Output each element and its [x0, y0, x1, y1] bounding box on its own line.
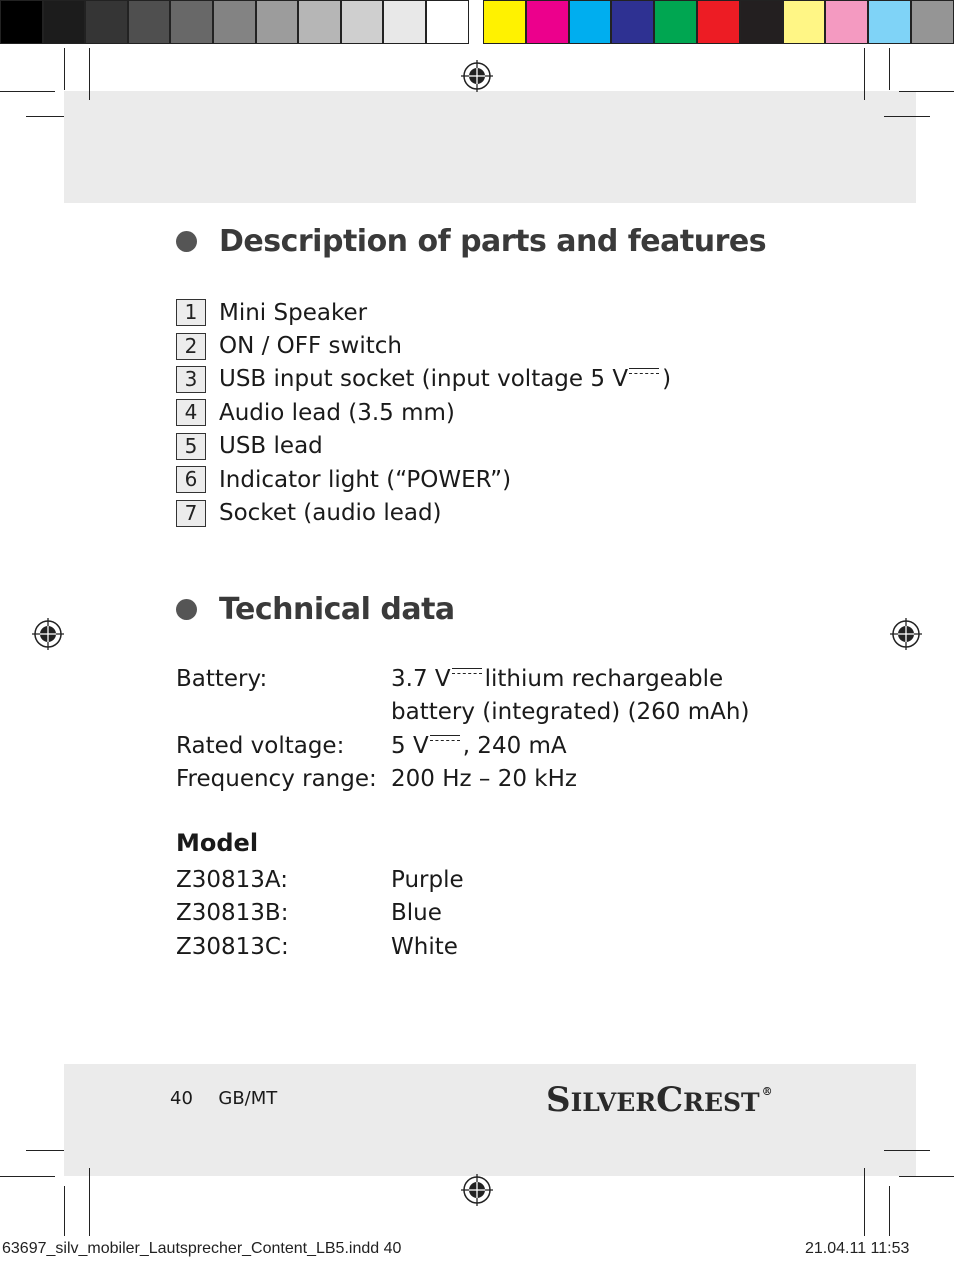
- color-swatch: [483, 0, 526, 44]
- battery-label: Battery:: [176, 665, 268, 692]
- color-swatch: [426, 0, 469, 44]
- table-row: [176, 696, 749, 730]
- model-code: Z30813B:: [176, 900, 289, 927]
- part-number: 2: [176, 333, 206, 360]
- color-swatch: [911, 0, 954, 44]
- model-list: [176, 863, 464, 964]
- table-row: [176, 729, 749, 763]
- logo-letters: ILVER: [570, 1088, 657, 1117]
- battery-type: lithium rechargeable: [484, 665, 724, 692]
- region-code: GB/MT: [218, 1088, 278, 1109]
- registration-mark-icon: [890, 618, 922, 650]
- list-item: [176, 396, 671, 429]
- parts-list: [176, 296, 671, 530]
- color-swatch: [298, 0, 341, 44]
- registration-mark-icon: [461, 1174, 493, 1206]
- silvercrest-logo: [546, 1080, 773, 1120]
- color-swatch: [43, 0, 86, 44]
- part-label: USB lead: [219, 433, 323, 460]
- parts-section-title: [176, 224, 766, 259]
- parts-title-text: Description of parts and features: [219, 224, 767, 259]
- table-row: [176, 662, 749, 696]
- model-heading: Model: [176, 829, 259, 857]
- tech-section-title: [176, 592, 455, 627]
- color-swatch: [85, 0, 128, 44]
- color-swatch: [611, 0, 654, 44]
- color-swatch: [740, 0, 783, 44]
- color-swatch: [256, 0, 299, 44]
- color-swatch: [569, 0, 612, 44]
- list-item: [176, 296, 671, 329]
- part-label-suffix: ): [662, 366, 672, 393]
- list-item: [176, 329, 671, 362]
- table-row: [176, 763, 749, 797]
- model-code: Z30813C:: [176, 933, 289, 960]
- color-swatch: [128, 0, 171, 44]
- logo-letter: S: [546, 1080, 571, 1120]
- part-number: 4: [176, 399, 206, 426]
- model-color: Purple: [391, 866, 464, 893]
- part-label: ON / OFF switch: [219, 333, 402, 360]
- color-swatch: [783, 0, 826, 44]
- part-label: Socket (audio lead): [219, 500, 442, 527]
- tech-title-text: Technical data: [219, 592, 455, 627]
- rated-voltage-label: Rated voltage:: [176, 732, 345, 759]
- part-label: [219, 366, 671, 392]
- bullet-icon: [176, 231, 197, 252]
- part-label: Mini Speaker: [219, 299, 368, 326]
- color-swatch: [383, 0, 426, 44]
- color-swatch: [654, 0, 697, 44]
- rated-voltage: 5 V: [391, 732, 429, 759]
- color-swatch: [526, 0, 569, 44]
- battery-value: [391, 666, 723, 692]
- model-color: White: [391, 933, 458, 960]
- header-band: [64, 91, 916, 203]
- color-swatch: [825, 0, 868, 44]
- dc-symbol-icon: [629, 368, 659, 378]
- model-code: Z30813A:: [176, 866, 289, 893]
- rated-voltage-value: [391, 733, 567, 759]
- logo-letters: REST: [683, 1088, 760, 1117]
- battery-voltage: 3.7 V: [391, 665, 451, 692]
- list-item: [176, 496, 671, 529]
- cmyk-color-bar: [483, 0, 954, 46]
- color-swatch: [868, 0, 911, 44]
- tech-data-table: [176, 662, 749, 796]
- part-number: 7: [176, 500, 206, 527]
- part-number: 3: [176, 366, 206, 393]
- bullet-icon: [176, 599, 197, 620]
- registration-mark-icon: [461, 60, 493, 92]
- part-number: 5: [176, 433, 206, 460]
- frequency-range-value: 200 Hz – 20 kHz: [391, 766, 577, 793]
- color-swatch: [697, 0, 740, 44]
- color-swatch: [170, 0, 213, 44]
- registered-mark: ®: [761, 1085, 773, 1098]
- color-swatch: [0, 0, 43, 44]
- part-label: Indicator light (“POWER”): [219, 466, 512, 493]
- part-number: 6: [176, 466, 206, 493]
- part-number: 1: [176, 299, 206, 326]
- list-item: [176, 463, 671, 496]
- color-swatch: [213, 0, 256, 44]
- color-swatch: [341, 0, 384, 44]
- print-slug-file: 63697_silv_mobiler_Lautsprecher_Content_LB5.indd 40: [2, 1240, 402, 1257]
- logo-letter: C: [656, 1080, 684, 1120]
- part-label: Audio lead (3.5 mm): [219, 399, 455, 426]
- table-row: [176, 863, 464, 897]
- table-row: [176, 897, 464, 931]
- dc-symbol-icon: [452, 668, 482, 678]
- registration-mark-icon: [32, 618, 64, 650]
- part-label-text: USB input socket (input voltage 5 V: [219, 366, 629, 393]
- battery-value-line2: battery (integrated) (260 mAh): [391, 699, 750, 726]
- page-number: 40: [170, 1088, 193, 1109]
- page-footer: [170, 1088, 277, 1109]
- list-item: [176, 363, 671, 396]
- grayscale-color-bar: [0, 0, 469, 46]
- list-item: [176, 430, 671, 463]
- rated-current: , 240 mA: [462, 732, 567, 759]
- table-row: [176, 930, 464, 964]
- model-color: Blue: [391, 900, 442, 927]
- footer-band: [64, 1064, 916, 1176]
- dc-symbol-icon: [430, 735, 460, 745]
- print-slug-date: 21.04.11 11:53: [805, 1240, 910, 1257]
- frequency-range-label: Frequency range:: [176, 766, 377, 793]
